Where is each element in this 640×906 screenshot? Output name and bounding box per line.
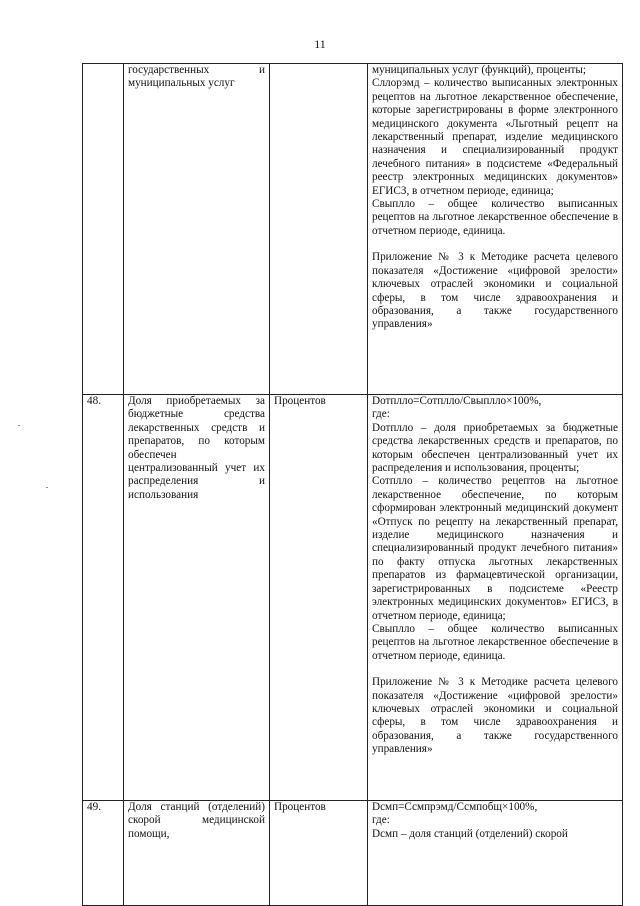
formula-line: где: [372, 814, 390, 827]
scan-dot [18, 425, 20, 426]
row-number: 49. [83, 801, 124, 906]
formula-cell [368, 64, 623, 395]
formula-line: Свыплло – общее количество выписанных рецептов на льготное лекарственное обеспечение в отчетном периоде, единица. [372, 198, 618, 237]
table-row [83, 395, 623, 801]
indicator-name: Доля приобретаемых за бюджетные средства лекарственных средств и препаратов, по которым обеспечен централизованный учет их распределения и использования [124, 395, 270, 801]
formula-line: Dсмп=Ссмпрэмд/Ссмпобщ×100%, [372, 801, 538, 813]
formula-cell [368, 395, 623, 801]
page-number: 11 [314, 37, 326, 51]
table-row [83, 64, 623, 395]
unit-cell: Процентов [270, 801, 368, 906]
formula-line: где: [372, 408, 390, 421]
indicator-name: государственных и муниципальных услуг [124, 64, 270, 395]
formula-line: Сотплло – количество рецептов на льготное лекарственное обеспечение, по которым сформирован электронный медицинский документ «Отпуск по рецепту на лекарственный препарат, изделие медицинского назначения и специализированный продукт лечебного питания» по факту отпуска льготных лекарственных препаратов из фармацевтической организации, зарегистрированных в подсистеме «Реестр электронных медицинских документов» ЕГИСЗ, в отчетном периоде, единица; [372, 475, 618, 622]
formula-line: Dотплло=Сотплло/Свыплло×100%, [372, 395, 542, 407]
unit-cell [270, 64, 368, 395]
formula-line: Свыплло – общее количество выписанных рецептов на льготное лекарственное обеспечение в отчетном периоде, единица. [372, 622, 618, 662]
formula-line: муниципальных услуг (функций), проценты; [372, 64, 586, 76]
indicator-name: Доля станций (отделений) скорой медицинской помощи, [124, 801, 270, 906]
row-number [83, 64, 124, 395]
scan-dot [46, 487, 48, 488]
formula-line: Сллорэмд – количество выписанных электронных рецептов на льготное лекарственное обеспечение, которые зарегистрированы в форме электронного медицинского документа «Льготный рецепт на лекарственный препарат, изделие медицинского назначения и специализированный продукт лечебного питания» в подсистеме «Федеральный реестр электронных медицинских документов» ЕГИСЗ, в отчетном периоде, единица; [372, 77, 618, 197]
formula-cell [368, 801, 623, 906]
table-row [83, 801, 623, 906]
row-number: 48. [83, 395, 124, 801]
indicator-table [82, 63, 623, 906]
formula-line: Dсмп – доля станций (отделений) скорой [372, 827, 568, 840]
methodology-note: Приложение № 3 к Методике расчета целевого показателя «Достижение «цифровой зрелости» ключевых отраслей экономики и социальной сферы, в том числе здравоохранения и образования, а также государственного управления» [372, 251, 618, 331]
methodology-note: Приложение № 3 к Методике расчета целевого показателя «Достижение «цифровой зрелости» ключевых отраслей экономики и социальной сферы, в том числе здравоохранения и образования, а также государственного управления» [372, 676, 618, 756]
formula-line: Dотплло – доля приобретаемых за бюджетные средства лекарственных средств и препаратов, по которым обеспечен централизованный учет их распределения и использования, проценты; [372, 421, 618, 475]
unit-cell: Процентов [270, 395, 368, 801]
